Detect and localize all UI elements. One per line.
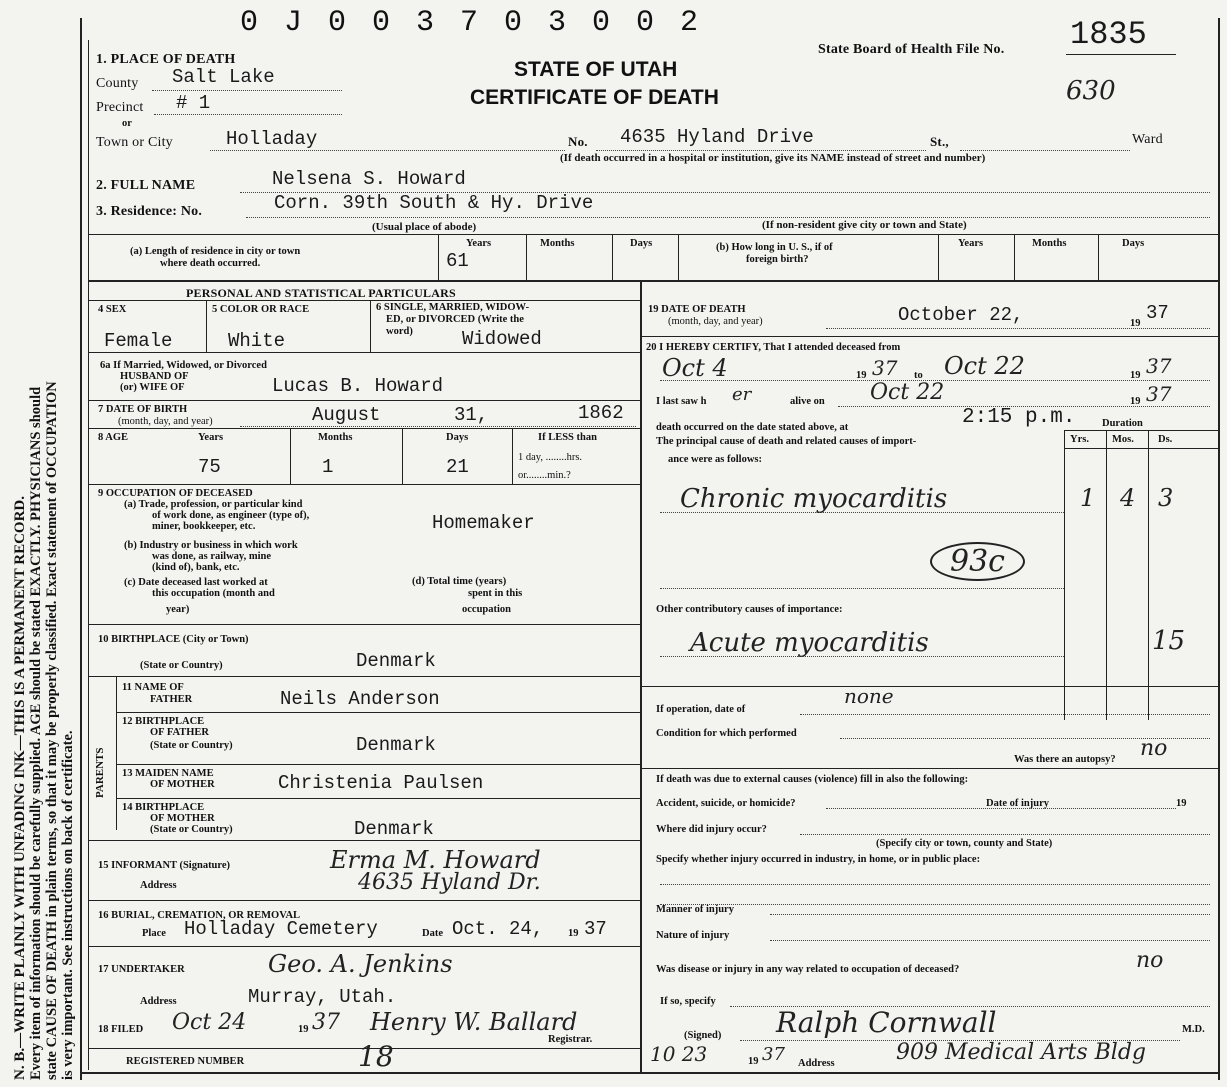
from-year-prefix: 19 [856,370,867,381]
mother-row-bottom [116,798,640,799]
sex-col [206,300,207,352]
cause-label-b: ance were as follows: [668,454,762,465]
cause-ds: 3 [1158,484,1174,512]
us-years-h: Years [958,238,984,249]
marital-label-a: 6 SINGLE, MARRIED, WIDOW- [376,302,530,313]
marital-label-b: ED, or DIVORCED (Write the [386,314,524,325]
occ-a1: (a) Trade, profession, or particular kind [124,499,303,510]
fbirth-label-c: (State or Country) [150,740,233,751]
dur-col-mos [1106,430,1107,720]
bottom-border [80,1072,1218,1074]
to-year: 37 [1146,354,1172,378]
age-row-bottom [88,484,640,485]
if-so-label: If so, specify [660,996,716,1007]
age-days: 21 [446,456,469,478]
occupation-row-bottom [88,624,640,625]
us-days-h: Days [1122,238,1145,249]
st-label: St., [930,134,949,149]
street-no-label: No. [568,134,588,149]
sex-value: Female [104,330,173,352]
left-inner-border [88,40,89,1070]
dob-month: August [312,404,381,426]
sex-row-bottom [88,352,640,353]
where-label: Where did injury occur? [656,824,767,835]
side-note-line2: Every item of information should be carefully supplied. AGE should be stated EXACTLY. PHYSICIANS should [28,386,44,1080]
duration-header-bottom [1064,448,1218,449]
autopsy-row-bottom [640,768,1218,769]
us-label-a: (b) How long in U. S., if of [716,242,833,253]
occ-related-label: Was disease or injury in any way related to occupation of deceased? [656,964,960,975]
burial-year-prefix: 19 [568,928,579,939]
town-value: Holladay [226,128,318,150]
residence-table-bottom [88,280,1218,282]
res-col1 [438,234,439,280]
age-label: 8 AGE [98,432,129,443]
mbirth-label-c: (State or Country) [150,824,233,835]
contrib-label: Other contributory causes of importance: [656,604,843,615]
accident-label: Accident, suicide, or homicide? [656,798,796,809]
father-label-b: FATHER [150,694,193,705]
left-border [80,18,82,1080]
residence-value: Corn. 39th South & Hy. Drive [274,192,594,214]
age-col3 [512,428,513,484]
to-label: to [914,370,923,381]
spouse-row-bottom [88,400,640,401]
birthplace-row-bottom [88,676,640,677]
informant-signature: Erma M. Howard [330,846,541,874]
certificate-title: CERTIFICATE OF DEATH [470,86,719,109]
occ-b2: was done, as railway, mine [152,551,272,562]
mbirth-value: Denmark [354,818,434,840]
certify-label: 20 I HEREBY CERTIFY, That I attended deceased from [646,342,901,353]
occ-b1: (b) Industry or business in which work [124,540,298,551]
res-col2 [526,234,527,280]
spouse-value: Lucas B. Howard [272,375,444,397]
town-label: Town or City [96,135,173,150]
res-days-h: Days [630,238,653,249]
fbirth-label-a: 12 BIRTHPLACE [122,716,205,727]
race-label: 5 COLOR OR RACE [212,304,310,315]
yrs-header: Yrs. [1070,434,1089,445]
death-year-prefix: 19 [1130,318,1141,329]
age-col1 [290,428,291,484]
filed-date: Oct 24 [172,1010,247,1035]
last-saw-label: I last saw h [656,396,707,407]
informant-row-bottom [88,900,640,901]
alive-label: alive on [790,396,825,407]
contrib-line [660,656,1064,657]
county-value: Salt Lake [172,66,275,88]
alive-year-prefix: 19 [1130,396,1141,407]
burial-label: 16 BURIAL, CREMATION, OR REMOVAL [98,910,301,921]
cause-line-2 [660,588,1064,589]
occ-d3: occupation [462,604,512,615]
occ-c1: (c) Date deceased last worked at [124,577,268,588]
dur-col-ds [1148,430,1149,720]
age-years: 75 [198,456,221,478]
cause-mos: 4 [1120,484,1136,512]
us-col3 [1098,234,1099,280]
personal-section-title: PERSONAL AND STATISTICAL PARTICULARS [186,286,456,300]
alive-on: Oct 22 [870,380,945,405]
usual-abode-note: (Usual place of abode) [372,221,477,233]
age-months-h: Months [318,432,353,443]
alive-year: 37 [1146,382,1172,406]
mother-label-a: 13 MAIDEN NAME [122,768,214,779]
cause-section-bottom [640,686,1218,687]
occupation-label: 9 OCCUPATION OF DECEASED [98,488,253,499]
us-label-b: foreign birth? [746,254,809,265]
dob-year: 1862 [578,402,624,424]
less-than-b: 1 day, ........hrs. [518,452,583,463]
mbirth-label-a: 14 BIRTHPLACE [122,802,205,813]
dur-col-yrs [1064,430,1065,720]
contrib-ds: 15 [1152,626,1186,656]
last-saw-mark: er [732,384,752,405]
occ-c3: year) [166,604,190,615]
file-no-line [1066,54,1176,55]
parents-side-label: PARENTS [94,747,106,798]
undertaker-label: 17 UNDERTAKER [98,964,185,975]
duration-label: Duration [1102,418,1143,429]
town-line [210,150,565,151]
occ-related-value: no [1136,948,1164,973]
dob-row-bottom [88,428,640,429]
res-years-h: Years [466,238,492,249]
death-time: 2:15 p.m. [962,406,1076,429]
spouse-label-a: 6a If Married, Widowed, or Divorced [100,360,267,371]
physician-address-label: Address [798,1058,835,1069]
occ-a3: miner, bookkeeper, etc. [152,521,256,532]
res-col3 [612,234,613,280]
occ-d2: spent in this [468,588,523,599]
place-of-death-label: 1. PLACE OF DEATH [96,52,236,67]
age-days-h: Days [446,432,469,443]
fbirth-row-bottom [116,764,640,765]
death-year: 37 [1146,302,1169,324]
reg-number-label: REGISTERED NUMBER [126,1056,245,1067]
operation-value: none [844,684,894,708]
birthplace-label: 10 BIRTHPLACE (City or Town) [98,634,249,645]
nature-label: Nature of injury [656,930,730,941]
file-no: 1835 [1070,16,1147,53]
side-note-line4: is very important. See instructions on back of certificate. [60,730,76,1080]
occ-d1: (d) Total time (years) [412,576,507,587]
res-months-h: Months [540,238,575,249]
us-months-h: Months [1032,238,1067,249]
registrar-signature: Henry W. Ballard [370,1008,578,1036]
or-label: or [122,118,132,129]
mother-value: Christenia Paulsen [278,772,484,794]
side-note-line3: state CAUSE OF DEATH in plain terms, so that it may be properly classified. Exact statement of OCCUPATION [44,381,60,1080]
residence-label: 3. Residence: No. [96,204,203,219]
death-date: October 22, [898,304,1024,326]
full-name-value: Nelsena S. Howard [272,168,466,190]
occ-b3: (kind of), bank, etc. [152,562,240,573]
dob-day: 31, [454,404,489,426]
birthplace-value: Denmark [356,650,436,672]
full-name-label: 2. FULL NAME [96,178,196,193]
where-note: (Specify city or town, county and State) [876,838,1053,849]
cause-line-1 [660,512,1064,513]
undertaker-address-label: Address [140,996,177,1007]
mother-label-b: OF MOTHER [150,779,215,790]
operation-label: If operation, date of [656,704,746,715]
burial-date-label: Date [422,928,443,939]
us-col1 [938,234,939,280]
hand-number: 630 [1066,76,1116,106]
length-label-b: where death occurred. [160,258,261,269]
filed-year-prefix: 19 [298,1024,309,1035]
age-months: 1 [322,456,334,478]
less-than-a: If LESS than [538,432,597,443]
informant-address-label: Address [140,880,177,891]
ward-label: Ward [1132,132,1163,147]
burial-place-label: Place [142,928,166,939]
external-label: If death was due to external causes (violence) fill in also the following: [656,774,969,785]
less-than-c: or........min.? [518,470,571,481]
serial-number: 0 J 0 0 3 7 0 3 0 0 2 [240,6,703,40]
manner-label: Manner of injury [656,904,734,915]
middle-divider [640,280,642,1072]
death-date-row-bottom [640,336,1218,337]
undertaker-signature: Geo. A. Jenkins [268,950,453,978]
residence-table-top [88,234,1218,235]
residence-line [246,217,1210,218]
spouse-label-c: (or) WIFE OF [120,382,185,393]
injury-year-prefix: 19 [1176,798,1187,809]
physician-address: 909 Medical Arts Bldg [896,1040,1147,1065]
nature-line [770,940,1210,941]
age-col2 [402,428,403,484]
parents-side-col [116,676,117,830]
undertaker-address: Murray, Utah. [248,986,397,1008]
specify-line [660,884,1210,885]
md-label: M.D. [1182,1024,1205,1035]
burial-date: Oct. 24, [452,918,544,940]
physician-signature: Ralph Cornwall [776,1006,997,1039]
registrar-label: Registrar. [548,1034,593,1045]
ds-header: Ds. [1158,434,1173,445]
autopsy-label: Was there an autopsy? [1014,754,1116,765]
father-value: Neils Anderson [280,688,440,710]
filed-year: 37 [312,1010,340,1035]
race-value: White [228,330,286,352]
signed-label: (Signed) [684,1030,722,1041]
father-row-bottom [116,712,640,713]
dob-label-a: 7 DATE OF BIRTH [98,404,188,415]
res-years-value: 61 [446,250,469,272]
informant-label: 15 INFORMANT (Signature) [98,860,231,871]
filed-label: 18 FILED [98,1024,144,1035]
res-col4 [678,234,679,280]
precinct-value: # 1 [176,92,211,114]
contrib-cause: Acute myocarditis [690,628,929,658]
fbirth-label-b: OF FATHER [150,727,210,738]
sign-year: 37 [762,1044,785,1065]
cause-code: 93c [930,542,1025,581]
occurred-label: death occurred on the date stated above, at [656,422,849,433]
race-col [370,300,371,352]
sign-year-prefix: 19 [748,1056,759,1067]
to-year-prefix: 19 [1130,370,1141,381]
principal-cause: Chronic myocarditis [680,484,948,514]
spouse-label-b: HUSBAND OF [120,371,189,382]
precinct-line [154,114,342,115]
injury-date-label: Date of injury [986,798,1049,809]
burial-place: Holladay Cemetery [184,918,378,940]
death-date-label-b: (month, day, and year) [668,316,763,327]
operation-line [800,714,1210,715]
burial-row-bottom [88,946,640,947]
marital-label-c: word) [386,326,413,337]
fbirth-value: Denmark [356,734,436,756]
reg-number: 18 [358,1040,394,1073]
mos-header: Mos. [1112,434,1134,445]
hospital-note: (If death occurred in a hospital or institution, give its NAME instead of street and number) [560,152,986,164]
birthplace-state-label: (State or Country) [140,660,223,671]
street-line [596,150,926,151]
right-border [1218,18,1220,1080]
accident-line [826,808,1176,809]
duration-header-top [1064,430,1218,431]
precinct-label: Precinct [96,100,144,115]
state-title: STATE OF UTAH [514,58,678,81]
length-label-a: (a) Length of residence in city or town [130,246,301,257]
where-line [800,834,1210,835]
death-date-line [826,328,1210,329]
death-date-label-a: 19 DATE OF DEATH [648,304,746,315]
sign-date: 10 23 [650,1042,708,1066]
us-col2 [1014,234,1015,280]
from-year: 37 [872,356,898,380]
sex-label: 4 SEX [98,304,127,315]
informant-address: 4635 Hyland Dr. [358,870,541,895]
mbirth-label-b: OF MOTHER [150,813,215,824]
age-years-h: Years [198,432,224,443]
specify-line-2 [660,904,1210,905]
specify-label: Specify whether injury occurred in industry, in home, or in public place: [656,854,981,865]
burial-year: 37 [584,918,607,940]
county-label: County [96,76,139,91]
father-label-a: 11 NAME OF [122,682,184,693]
side-note-line1: N. B.—WRITE PLAINLY WITH UNFADING INK—THIS IS A PERMANENT RECORD. [12,496,28,1080]
street-value: 4635 Hyland Drive [620,126,814,148]
condition-label: Condition for which performed [656,728,797,739]
occ-c2: this occupation (month and [152,588,275,599]
attended-to: Oct 22 [944,352,1025,380]
ward-line [960,150,1130,151]
dob-label-b: (month, day, and year) [118,416,213,427]
county-line [152,90,342,91]
non-resident-note: (If non-resident give city or town and State) [762,219,967,231]
autopsy-value: no [1140,736,1168,761]
dob-line [240,426,636,427]
occupation-value: Homemaker [432,512,535,534]
parents-bottom [88,840,640,841]
occ-a2: of work done, as engineer (type of), [152,510,310,521]
marital-value: Widowed [462,328,542,350]
attended-from: Oct 4 [662,354,728,382]
personal-header-line [88,300,640,301]
file-no-label: State Board of Health File No. [818,42,1005,57]
cause-yrs: 1 [1080,484,1096,512]
cause-label-a: The principal cause of death and related causes of import- [656,436,917,447]
manner-line [770,914,1210,915]
